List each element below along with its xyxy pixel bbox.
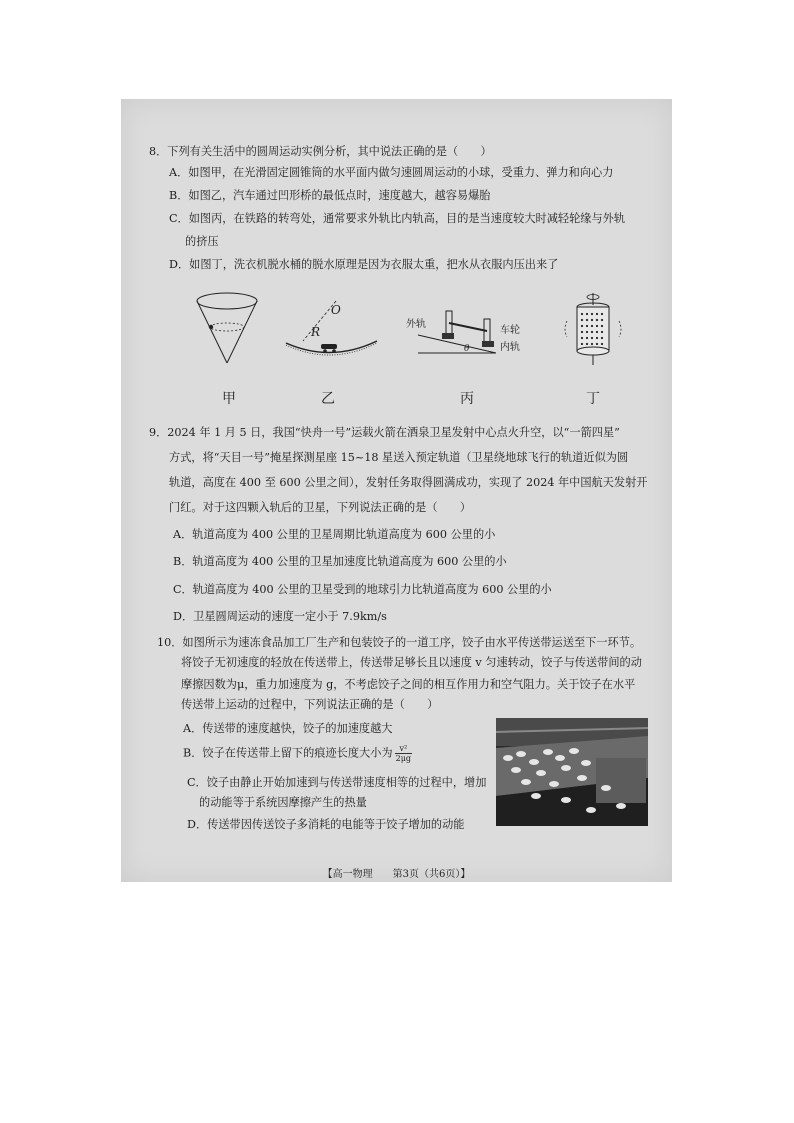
q10-option-d: D．传送带因传送饺子多消耗的电能等于饺子增加的动能: [187, 818, 465, 831]
label-theta: θ: [464, 344, 470, 354]
q9-option-d: D．卫星圆周运动的速度一定小于 7.9km/s: [173, 610, 387, 623]
label-inner-rail: 内轨: [500, 342, 520, 353]
q9-stem-line1: 9．2024 年 1 月 5 日，我国“快舟一号”运载火箭在酒泉卫星发射中心点火升空，以“一箭四星”: [149, 426, 620, 439]
q10-option-a: A．传送带的速度越快，饺子的加速度越大: [183, 722, 393, 735]
fraction-denominator: 2μg: [395, 754, 412, 763]
label-o: O: [331, 303, 341, 317]
q10-option-b-fraction: [395, 744, 412, 763]
q8-option-d: D．如图丁，洗衣机脱水桶的脱水原理是因为衣服太重，把水从衣服内压出来了: [169, 258, 559, 271]
q10-option-b: [183, 744, 412, 763]
label-outer-rail: 外轨: [406, 319, 426, 330]
q10-stem-line4: 传送带上运动的过程中，下列说法正确的是（ ）: [181, 698, 439, 711]
figure-drum: [561, 291, 625, 369]
q10-stem-line2: 将饺子无初速度的轻放在传送带上，传送带足够长且以速度 v 匀速转动，饺子与传送带间的动: [181, 656, 642, 669]
q9-stem-line2: 方式，将“天目一号”掩星探测星座 15~18 星送入预定轨道（卫星绕地球飞行的轨道近似为圆: [169, 451, 629, 464]
figure-label-yi: 乙: [321, 391, 335, 407]
q10-option-c-line1: C．饺子由静止开始加速到与传送带速度相等的过程中，增加: [187, 776, 487, 789]
label-r: R: [311, 325, 321, 339]
figure-bridge: [281, 291, 381, 361]
q8-option-a: A．如图甲，在光滑固定圆锥筒的水平面内做匀速圆周运动的小球，受重力、弹力和向心力: [169, 166, 614, 179]
q9-option-b: B．轨道高度为 400 公里的卫星加速度比轨道高度为 600 公里的小: [173, 555, 507, 568]
q8-option-b: B．如图乙，汽车通过凹形桥的最低点时，速度越大，越容易爆胎: [169, 189, 491, 202]
exam-page: [121, 99, 672, 882]
q9-stem-line3: 轨道，高度在 400 至 600 公里之间），发射任务取得圆满成功，实现了 2024 年中国航天发射开: [169, 476, 648, 489]
q9-option-c: C．轨道高度为 400 公里的卫星受到的地球引力比轨道高度为 600 公里的小: [173, 583, 552, 596]
q10-stem-line3: 摩擦因数为μ，重力加速度为 g，不考虑饺子之间的相互作用力和空气阻力。关于饺子在水平: [181, 678, 636, 691]
figure-cone: [191, 291, 263, 367]
q8-option-c-line2: 的挤压: [185, 235, 219, 248]
q8-stem: 8．下列有关生活中的圆周运动实例分析，其中说法正确的是（ ）: [149, 145, 492, 158]
q9-option-a: A．轨道高度为 400 公里的卫星周期比轨道高度为 600 公里的小: [173, 528, 496, 541]
label-wheel: 车轮: [500, 325, 520, 336]
conveyor-photo: [496, 718, 648, 826]
q10-option-b-text: B．饺子在传送带上留下的痕迹长度大小为: [183, 746, 393, 760]
figure-label-ding: 丁: [586, 391, 600, 407]
figure-label-jia: 甲: [222, 391, 236, 407]
figure-label-bing: 丙: [460, 391, 474, 407]
q10-stem-line1: 10．如图所示为速冻食品加工厂生产和包装饺子的一道工序，饺子由水平传送带运送至下一环节。: [157, 636, 642, 649]
q10-option-c-line2: 的动能等于系统因摩擦产生的热量: [199, 796, 367, 809]
page-footer: 【高一物理 第3页（共6页）】: [322, 869, 471, 880]
figure-rails: [404, 297, 534, 359]
fraction-numerator: v²: [395, 744, 412, 754]
q9-stem-line4: 门红。对于这四颗入轨后的卫星，下列说法正确的是（ ）: [169, 501, 472, 514]
q8-option-c-line1: C．如图丙，在铁路的转弯处，通常要求外轨比内轨高，目的是当速度较大时减轻轮缘与外轨: [169, 212, 626, 225]
